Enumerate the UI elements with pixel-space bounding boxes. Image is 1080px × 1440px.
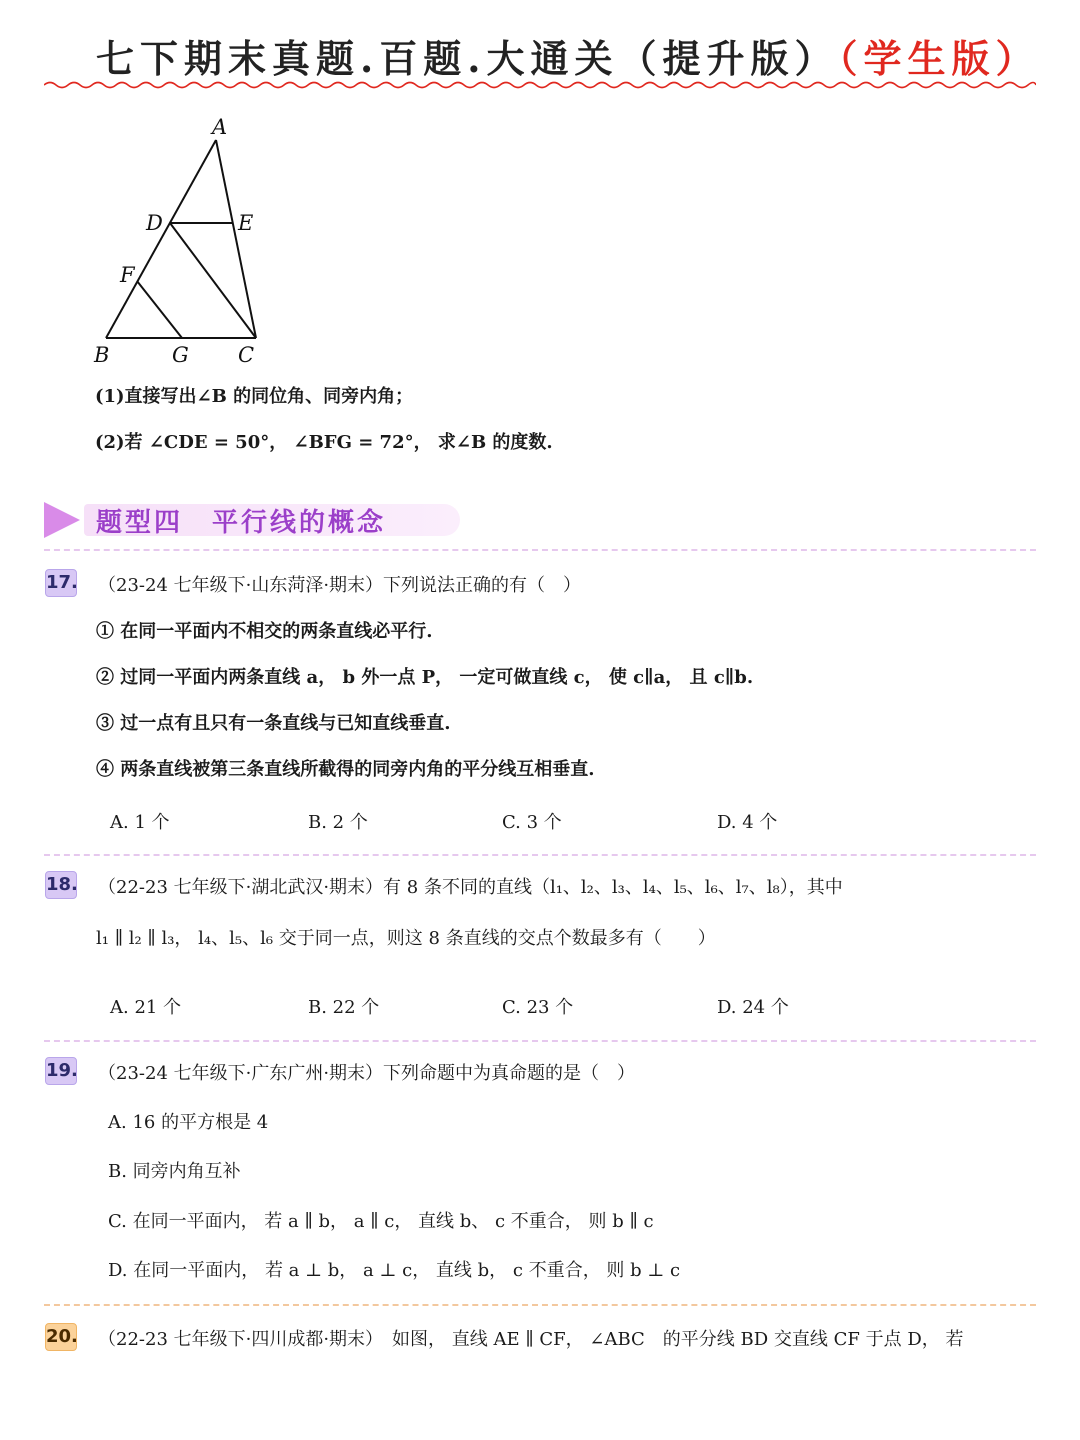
triangle-figure (92, 112, 282, 372)
section-label: 题型四 平行线的概念 (96, 508, 387, 538)
divider (44, 1040, 1036, 1042)
question-number-18: 18. (45, 871, 77, 899)
q19-option-a: A. 16 的平方根是 4 (108, 1112, 269, 1133)
q17-statement-1: ① 在同一平面内不相交的两条直线必平行. (96, 621, 433, 642)
segment-ab (106, 140, 216, 338)
divider (44, 549, 1036, 551)
section-arrow-icon (44, 502, 80, 538)
q18-option-a: A. 21 个 (110, 997, 182, 1018)
point-label-b: B (94, 343, 110, 367)
title-underline-wave (44, 78, 1036, 92)
point-label-c: C (238, 343, 255, 367)
question-number-17: 17. (45, 569, 77, 597)
divider (44, 1304, 1036, 1306)
q17-statement-4: ④ 两条直线被第三条直线所截得的同旁内角的平分线互相垂直. (96, 759, 595, 780)
q19-option-d: D. 在同一平面内， 若 a ⊥ b， a ⊥ c， 直线 b， c 不重合， 则 b ⊥ c (108, 1260, 681, 1281)
prev-question-part2: (2)若 ∠CDE = 50°， ∠BFG = 72°， 求∠B 的度数. (95, 432, 553, 453)
q19-option-b: B. 同旁内角互补 (108, 1161, 241, 1182)
title-accent-close: ） (995, 36, 1040, 81)
segment-ac (216, 140, 256, 338)
q18-option-b: B. 22 个 (308, 997, 380, 1018)
q20-stem: （22-23 七年级下·四川成都·期末） 如图， 直线 AE ∥ CF， ∠ABC 的平分线 BD 交直线 CF 于点 D， 若 (98, 1329, 964, 1350)
title-main: 七下期末真题.百题.大通关（提升版） (96, 36, 839, 81)
q17-option-b: B. 2 个 (308, 812, 368, 833)
q18-option-d: D. 24 个 (717, 997, 789, 1018)
q17-statement-2: ② 过同一平面内两条直线 a， b 外一点 P， 一定可做直线 c， 使 c∥a， 且 c∥b. (96, 667, 754, 688)
q19-stem: （23-24 七年级下·广东广州·期末）下列命题中为真命题的是（ ） (98, 1063, 636, 1084)
point-label-e: E (238, 211, 254, 235)
q19-option-c: C. 在同一平面内， 若 a ∥ b， a ∥ c， 直线 b、 c 不重合， 则 b ∥ c (108, 1211, 654, 1232)
point-label-a: A (212, 115, 228, 139)
page-title (96, 28, 1040, 83)
segment-fg (137, 281, 182, 338)
title-accent-open: （ (838, 36, 864, 81)
point-label-f: F (120, 263, 135, 287)
title-accent: 学生版 (863, 36, 996, 81)
prev-question-part1: (1)直接写出∠B 的同位角、同旁内角； (95, 386, 414, 407)
q17-option-a: A. 1 个 (110, 812, 170, 833)
point-label-d: D (146, 211, 163, 235)
segment-dc (170, 223, 256, 338)
q17-stem: （23-24 七年级下·山东菏泽·期末）下列说法正确的有（ ） (98, 575, 582, 596)
question-number-19: 19. (45, 1057, 77, 1085)
q18-option-c: C. 23 个 (502, 997, 574, 1018)
q17-statement-3: ③ 过一点有且只有一条直线与已知直线垂直. (96, 713, 451, 734)
divider (44, 854, 1036, 856)
q17-option-c: C. 3 个 (502, 812, 562, 833)
q18-stem-continued: l₁ ∥ l₂ ∥ l₃， l₄、l₅、l₆ 交于同一点，则这 8 条直线的交点个数最多有（ ） (96, 928, 716, 949)
point-label-g: G (172, 343, 189, 367)
question-number-20: 20. (45, 1323, 77, 1351)
q18-stem: （22-23 七年级下·湖北武汉·期末）有 8 条不同的直线（l₁、l₂、l₃、l₄、l₅、l₆、l₇、l₈），其中 (98, 877, 843, 898)
q17-option-d: D. 4 个 (717, 812, 778, 833)
